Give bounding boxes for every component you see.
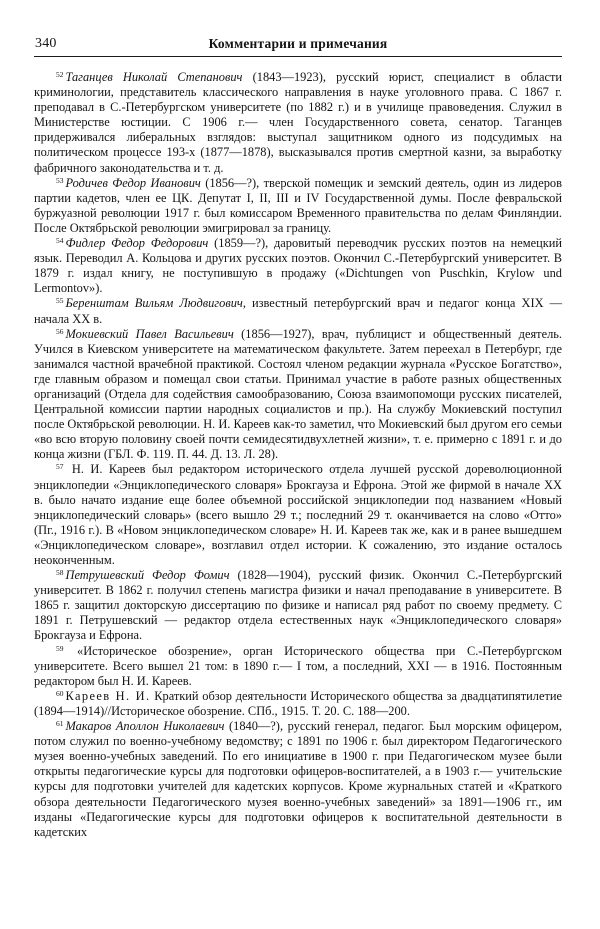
endnote-58 [34,568,562,643]
note-number: 53 [56,175,64,185]
endnote-57 [34,462,562,568]
note-text: (1840—?), русский генерал, педагог. Был морским офицером, потом служил по военно-учебному ведомству; с 1891 по 1906 г. был директором Педагогического музея военно-учебных заведений. По его инициативе в 1900 г. при Педагогическом музее были открыты педагогические курсы для подготовки офицеров-воспитателей, а в 1903 г.— учительские курсы для подготовки учителей для кадетских корпусов. Кроме журнальных статей и «Краткого обзора деятельности Педагогического музея военно-учебных заведений» за 1891—1906 гг., им изданы «Педагогические курсы для подготовки офицеров к воспитательной деятельности в кадетских [34,719,562,839]
note-text: Краткий обзор деятельности Исторического общества за двадцатипятилетие (1894—1914)//Историческое обозрение. СПб., 1915. Т. 20. С. 188—200. [34,688,562,718]
endnotes-list [34,70,562,840]
note-person-name: Беренштам Вильям Людвигович [65,296,243,311]
note-text: (1828—1904), русский физик. Окончил С.-Петербургский университет. В 1862 г. получил степень магистра физики и начал преподавание в университете. В 1865 г. защитил докторскую диссертацию по физике и написал ряд работ по своему предмету. С 1891 г. Петрушевский — редактор отдела естественных наук «Энциклопедического словаря» Брокгауза и Ефрона. [34,568,562,643]
running-title: Комментарии и примечания [208,36,388,51]
note-text: , известный петербургский врач и педагог конца XIX — начала XX в. [34,296,563,326]
note-person-name: Петрушевский Федор Фомич [65,568,230,583]
endnote-56 [34,327,562,463]
note-person-name: Таганцев Николай Степанович [65,70,243,84]
note-number: 58 [56,568,64,578]
endnote-61 [34,719,562,840]
page-number: 340 [35,36,57,51]
note-number: 59 [56,643,64,653]
endnote-53 [34,176,562,236]
note-number: 54 [56,236,64,246]
note-number: 52 [56,70,64,79]
note-person-name: Мокиевский Павел Васильевич [65,326,234,341]
endnote-59 [34,644,562,689]
note-person-name: Макаров Аполлон Николаевич [65,719,225,734]
note-number: 56 [56,326,64,336]
note-number: 55 [56,296,64,306]
endnote-60 [34,689,562,719]
note-person-name: Фидлер Федор Федорович [65,236,209,251]
note-text: (1859—?), даровитый переводчик русских поэтов на немецкий язык. Переводил А. Кольцова и других русских поэтов. Окончил С.-Петербургский университет. В 1879 г. издал книгу, не поступившую в продажу («Dichtungen von Puschkin, Krylow und Lermontov»). [34,236,562,296]
endnote-55 [34,296,562,326]
page-header [34,30,562,57]
note-text: (1856—1927), врач, публицист и общественный деятель. Учился в Киевском университете на математическом факультете. Затем переехал в Петербург, где занимался частной врачебной практикой. Состоял членом редакции журнала «Русское Богатство», где главным образом и помещал свои статьи. Принимал участие в работе разных общественных организаций (Отдела для содействия самообразованию, Союза взаимопомощи русских писателей, Центральной комиссии партии народных социалистов и пр.). На службу Мокиевский поступил после Октябрьской революции. Н. И. Кареев как-то заметил, что Мокиевский был другом его семьи «во всю вторую половину своей почти семидесятидвухлетней жизни», т. е. примерно с 1891 г. и до конца жизни (ГБЛ. Ф. 119. П. 44. Д. 13. Л. 28). [34,326,562,462]
note-text: (1843—1923), русский юрист, специалист в области криминологии, представитель классического направления в науке уголовного права. С 1867 г. преподавал в С.-Петербургском университете (по 1882 г.) и в училище правоведения. Служил в Министерстве юстиции. С 1906 г.— член Государственного совета, сенатор. Таганцев придерживался либеральных взглядов: выступал защитником одного из подсудимых на политическом процессе 193-х (1877—1878), высказывался против смертной казни, за выработку фабричного законодательства и т. д. [34,70,563,175]
note-number: 61 [56,719,64,729]
note-person-name: Родичев Федор Иванович [65,175,201,190]
note-text: Н. И. Кареев был редактором исторического отдела лучшей русской дореволюционной энциклопедии «Энциклопедического словаря» Брокгауза и Ефрона. Этой же фирмой в начале XX в. было начато издание еще более объемной российской энциклопедии под названием «Новый энциклопедический словарь» (всего вышло 29 т.; последний 29 т. оканчивается на слово «Отто» (Пг., 1916 г.). В «Новом энциклопедическом словаре» Н. И. Кареев так же, как и в ранее вышедшем «Энциклопедическом словаре», возглавил отдел истории. К сожалению, это издание осталось неоконченным. [34,462,562,567]
note-number: 60 [56,688,64,698]
note-author-spaced: Кареев Н. И. [65,688,151,703]
endnote-52 [34,70,562,176]
note-number: 57 [56,462,64,472]
endnote-54 [34,236,562,296]
note-text: «Историческое обозрение», орган Исторического общества при С.-Петербургском университете. Всего вышел 21 том: в 1890 г.— I том, а последний, XXI — в 1916. Постоянным редактором был Н. И. Кареев. [34,643,562,688]
note-text: (1856—?), тверской помещик и земский деятель, один из лидеров партии кадетов, член ее ЦК. Депутат I, II, III и IV Государственной думы. После февральской буржуазной революции 1917 г. был комиссаром Временного правительства по делам Финляндии. После Октябрьской революции эмигрировал за границу. [34,175,562,235]
